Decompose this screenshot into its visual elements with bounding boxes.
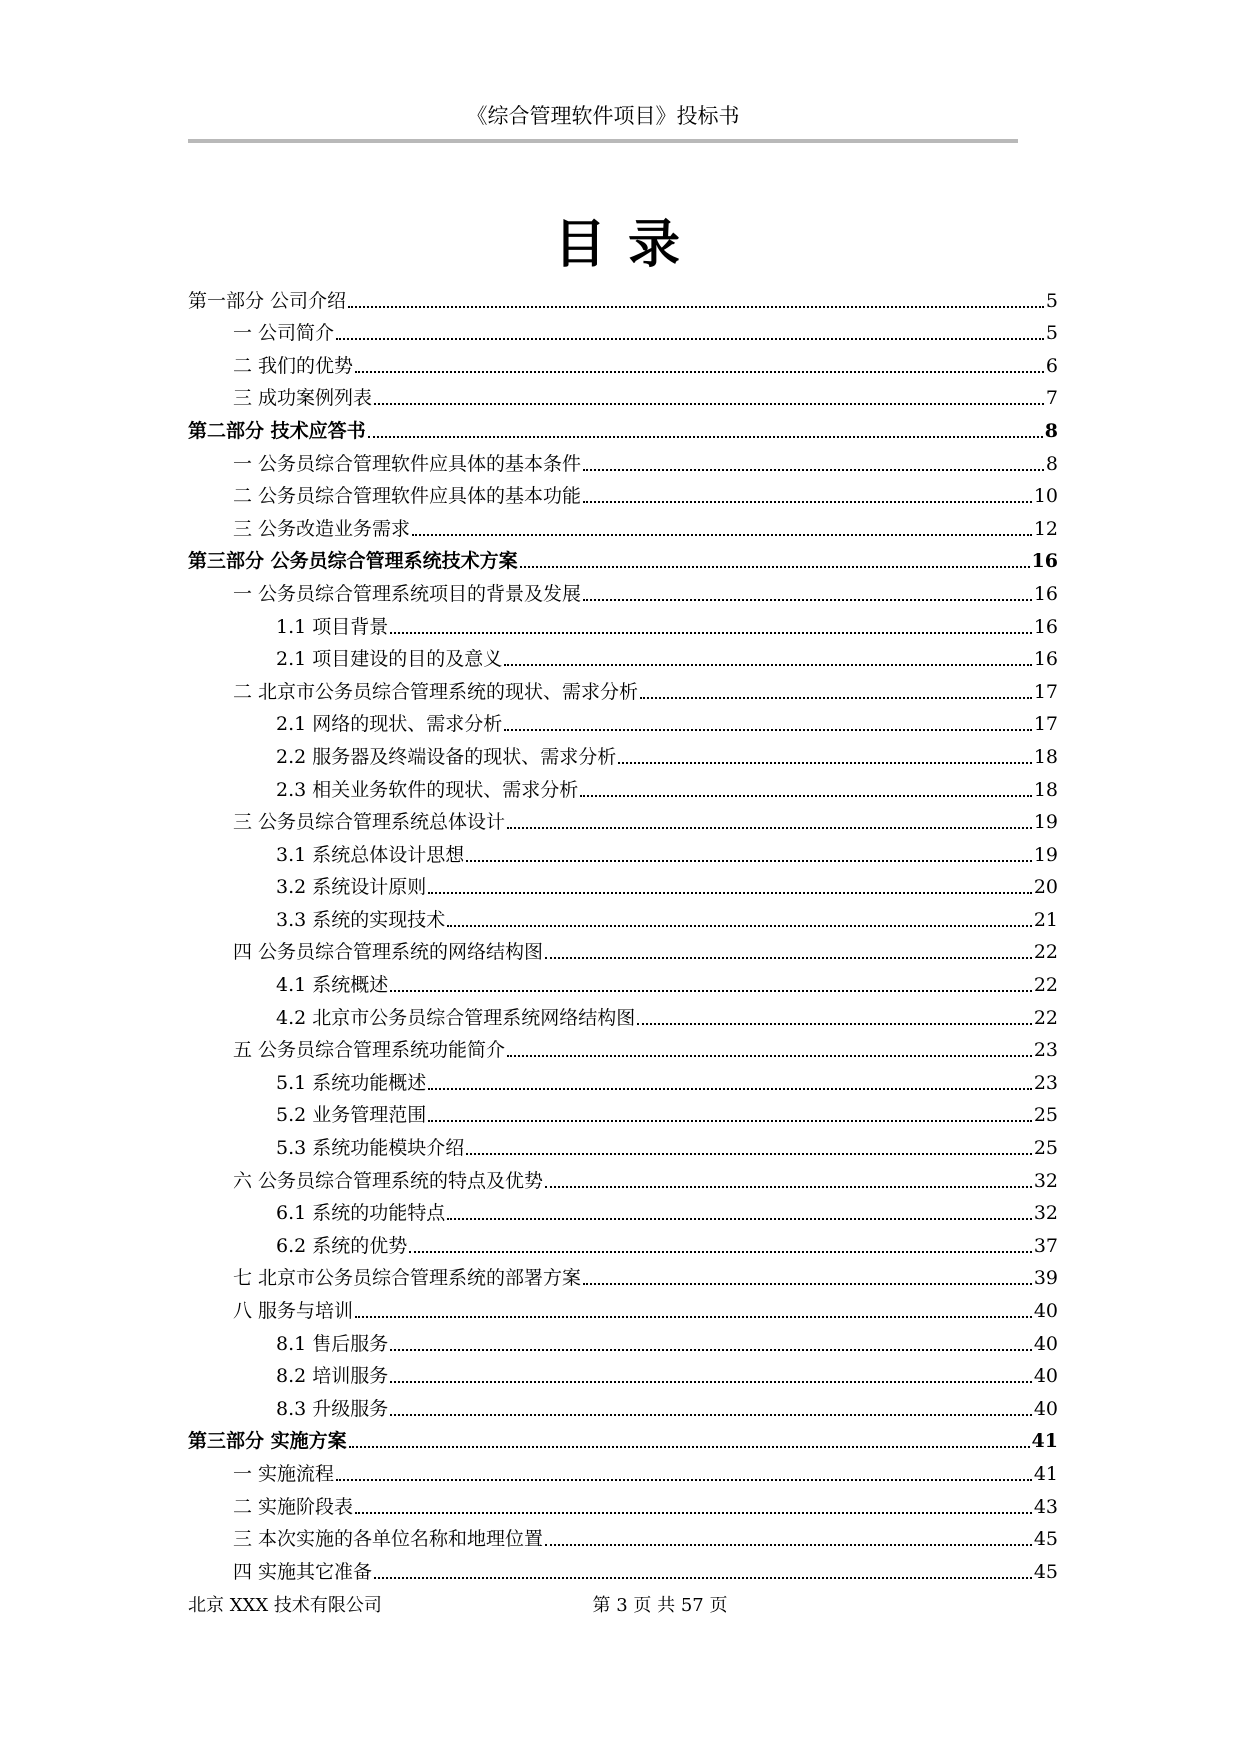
toc-entry-title: 二 北京市公务员综合管理系统的现状、需求分析 xyxy=(233,680,639,703)
toc-entry-title: 3.3 系统的实现技术 xyxy=(276,908,446,931)
toc-dot-leader xyxy=(504,728,1032,731)
toc-entry-page: 32 xyxy=(1033,1169,1058,1192)
toc-dot-leader xyxy=(428,1087,1032,1090)
toc-entry[interactable] xyxy=(188,1520,1058,1553)
toc-entry[interactable] xyxy=(188,1487,1058,1520)
toc-dot-leader xyxy=(507,826,1032,829)
toc-entry-title: 五 公务员综合管理系统功能简介 xyxy=(233,1039,506,1062)
toc-dot-leader xyxy=(637,1022,1032,1025)
toc-entry-page: 16 xyxy=(1033,582,1058,605)
toc-entry-page: 41 xyxy=(1031,1430,1058,1453)
toc-entry-page: 18 xyxy=(1033,745,1058,768)
toc-dot-leader xyxy=(368,435,1043,438)
toc-dot-leader xyxy=(447,924,1032,927)
toc-entry-title: 三 成功案例列表 xyxy=(233,387,373,410)
toc-entry-page: 8 xyxy=(1045,452,1058,475)
toc-dot-leader xyxy=(390,1348,1032,1351)
toc-entry-title: 5.1 系统功能概述 xyxy=(276,1071,427,1094)
toc-dot-leader xyxy=(447,1217,1032,1220)
toc-entry[interactable] xyxy=(188,900,1058,933)
toc-entry-title: 六 公务员综合管理系统的特点及优势 xyxy=(233,1169,544,1192)
toc-entry-page: 40 xyxy=(1033,1397,1058,1420)
toc-entry-page: 16 xyxy=(1031,550,1058,573)
toc-entry-page: 5 xyxy=(1045,289,1058,312)
toc-entry[interactable] xyxy=(188,542,1058,575)
toc-entry[interactable] xyxy=(188,1389,1058,1422)
toc-entry-title: 2.1 网络的现状、需求分析 xyxy=(276,713,503,736)
toc-dot-leader xyxy=(390,1413,1032,1416)
toc-entry[interactable] xyxy=(188,1357,1058,1390)
toc-entry[interactable] xyxy=(188,509,1058,542)
toc-entry-title: 8.1 售后服务 xyxy=(276,1332,389,1355)
toc-entry-page: 17 xyxy=(1033,713,1058,736)
toc-entry-title: 3.1 系统总体设计思想 xyxy=(276,843,465,866)
header-rule xyxy=(188,139,1018,143)
toc-entry-title: 七 北京市公务员综合管理系统的部署方案 xyxy=(233,1267,582,1290)
toc-dot-leader xyxy=(374,1576,1032,1579)
toc-dot-leader xyxy=(390,631,1032,634)
toc-entry-title: 8.3 升级服务 xyxy=(276,1397,389,1420)
toc-entry-title: 2.1 项目建设的目的及意义 xyxy=(276,648,503,671)
toc-entry-page: 43 xyxy=(1033,1495,1058,1518)
toc-entry-title: 三 公务改造业务需求 xyxy=(233,517,411,540)
page-title: 目录 xyxy=(553,214,702,275)
footer-company: 北京 XXX 技术有限公司 xyxy=(188,1595,382,1616)
running-header: 《综合管理软件项目》投标书 xyxy=(466,104,740,128)
toc-dot-leader xyxy=(349,1445,1030,1448)
toc-dot-leader xyxy=(583,468,1044,471)
toc-dot-leader xyxy=(580,794,1032,797)
toc-entry-title: 2.3 相关业务软件的现状、需求分析 xyxy=(276,778,579,801)
toc-entry-page: 19 xyxy=(1033,811,1058,834)
toc-entry-page: 23 xyxy=(1033,1071,1058,1094)
toc-entry-page: 22 xyxy=(1033,1006,1058,1029)
toc-entry[interactable] xyxy=(188,314,1058,347)
toc-entry-title: 4.2 北京市公务员综合管理系统网络结构图 xyxy=(276,1006,636,1029)
toc-entry-page: 21 xyxy=(1033,908,1058,931)
toc-dot-leader xyxy=(374,402,1044,405)
toc-entry-page: 40 xyxy=(1033,1332,1058,1355)
toc-dot-leader xyxy=(336,1478,1032,1481)
toc-entry-page: 39 xyxy=(1033,1267,1058,1290)
toc-dot-leader xyxy=(355,1315,1032,1318)
toc-dot-leader xyxy=(583,500,1032,503)
toc-entry-page: 41 xyxy=(1033,1462,1058,1485)
toc-entry[interactable] xyxy=(188,281,1058,314)
toc-entry-page: 45 xyxy=(1033,1528,1058,1551)
toc-entry[interactable] xyxy=(188,1194,1058,1227)
toc-entry-title: 三 公务员综合管理系统总体设计 xyxy=(233,811,506,834)
toc-entry-page: 8 xyxy=(1044,419,1058,442)
toc-dot-leader xyxy=(545,956,1032,959)
toc-entry[interactable] xyxy=(188,640,1058,673)
toc-entry-title: 第三部分 公务员综合管理系统技术方案 xyxy=(188,550,518,573)
toc-dot-leader xyxy=(507,1054,1032,1057)
toc-dot-leader xyxy=(545,1185,1032,1188)
toc-entry-title: 八 服务与培训 xyxy=(233,1300,354,1322)
table-of-contents xyxy=(188,281,1058,1585)
toc-dot-leader xyxy=(504,663,1032,666)
toc-dot-leader xyxy=(583,598,1032,601)
toc-entry-title: 第二部分 技术应答书 xyxy=(188,419,366,442)
toc-entry-page: 5 xyxy=(1045,322,1058,345)
toc-entry[interactable] xyxy=(188,1063,1058,1096)
toc-entry-title: 一 公务员综合管理软件应具体的基本条件 xyxy=(233,452,582,475)
toc-entry[interactable] xyxy=(188,1226,1058,1259)
toc-entry-page: 22 xyxy=(1033,974,1058,997)
toc-entry-page: 16 xyxy=(1033,648,1058,671)
toc-entry-page: 37 xyxy=(1033,1234,1058,1257)
toc-entry[interactable] xyxy=(188,411,1058,444)
toc-entry-title: 5.2 业务管理范围 xyxy=(276,1104,427,1127)
toc-entry[interactable] xyxy=(188,1291,1058,1324)
toc-entry[interactable] xyxy=(188,1161,1058,1194)
toc-entry[interactable] xyxy=(188,607,1058,640)
toc-dot-leader xyxy=(545,1543,1032,1546)
toc-entry-title: 第一部分 公司介绍 xyxy=(188,289,347,312)
toc-entry[interactable] xyxy=(188,574,1058,607)
toc-entry-page: 25 xyxy=(1033,1137,1058,1160)
toc-entry-title: 8.2 培训服务 xyxy=(276,1365,389,1388)
toc-dot-leader xyxy=(583,1282,1032,1285)
toc-dot-leader xyxy=(466,1152,1032,1155)
toc-entry[interactable] xyxy=(188,1324,1058,1357)
toc-entry-title: 4.1 系统概述 xyxy=(276,974,389,997)
toc-entry-title: 四 公务员综合管理系统的网络结构图 xyxy=(233,941,544,964)
toc-entry[interactable] xyxy=(188,868,1058,901)
toc-entry[interactable] xyxy=(188,737,1058,770)
toc-entry-page: 40 xyxy=(1033,1365,1058,1388)
toc-entry-title: 3.2 系统设计原则 xyxy=(276,876,427,899)
toc-entry-page: 10 xyxy=(1033,485,1058,508)
toc-entry[interactable] xyxy=(188,803,1058,836)
toc-dot-leader xyxy=(520,565,1030,568)
toc-entry-title: 6.1 系统的功能特点 xyxy=(276,1202,446,1225)
toc-entry-page: 23 xyxy=(1033,1039,1058,1062)
toc-entry-page: 19 xyxy=(1033,843,1058,866)
toc-dot-leader xyxy=(355,1511,1032,1514)
toc-entry-page: 7 xyxy=(1045,387,1058,410)
toc-dot-leader xyxy=(348,305,1044,308)
toc-entry[interactable] xyxy=(188,379,1058,412)
toc-dot-leader xyxy=(466,859,1032,862)
toc-entry-page: 25 xyxy=(1033,1104,1058,1127)
toc-entry-page: 16 xyxy=(1033,615,1058,638)
toc-entry-page: 45 xyxy=(1033,1560,1058,1583)
toc-entry-title: 第三部分 实施方案 xyxy=(188,1430,347,1453)
toc-dot-leader xyxy=(412,533,1032,536)
toc-entry[interactable] xyxy=(188,705,1058,738)
toc-entry[interactable] xyxy=(188,444,1058,477)
toc-entry-page: 12 xyxy=(1033,517,1058,540)
toc-entry-title: 二 公务员综合管理软件应具体的基本功能 xyxy=(233,485,582,508)
toc-entry-title: 四 实施其它准备 xyxy=(233,1560,373,1583)
toc-entry-title: 1.1 项目背景 xyxy=(276,615,389,638)
toc-entry[interactable] xyxy=(188,1454,1058,1487)
toc-dot-leader xyxy=(336,337,1044,340)
toc-entry-title: 2.2 服务器及终端设备的现状、需求分析 xyxy=(276,745,617,768)
toc-entry-title: 6.2 系统的优势 xyxy=(276,1234,408,1257)
toc-entry[interactable] xyxy=(188,965,1058,998)
toc-dot-leader xyxy=(390,989,1032,992)
toc-entry[interactable] xyxy=(188,1031,1058,1064)
toc-entry-title: 三 本次实施的各单位名称和地理位置 xyxy=(233,1528,544,1551)
toc-entry-title: 一 实施流程 xyxy=(233,1462,335,1485)
toc-entry-page: 22 xyxy=(1033,941,1058,964)
toc-entry-page: 6 xyxy=(1045,354,1058,377)
toc-dot-leader xyxy=(409,1250,1032,1253)
toc-entry[interactable] xyxy=(188,1259,1058,1292)
toc-dot-leader xyxy=(428,891,1032,894)
toc-entry-page: 40 xyxy=(1033,1300,1058,1322)
toc-entry[interactable] xyxy=(188,933,1058,966)
toc-entry[interactable] xyxy=(188,835,1058,868)
toc-entry-title: 二 实施阶段表 xyxy=(233,1495,354,1518)
toc-dot-leader xyxy=(618,761,1032,764)
toc-entry[interactable] xyxy=(188,770,1058,803)
toc-entry-title: 5.3 系统功能模块介绍 xyxy=(276,1137,465,1160)
toc-entry[interactable] xyxy=(188,1552,1058,1585)
toc-entry[interactable] xyxy=(188,672,1058,705)
toc-entry[interactable] xyxy=(188,346,1058,379)
toc-entry[interactable] xyxy=(188,1128,1058,1161)
toc-entry[interactable] xyxy=(188,1096,1058,1129)
toc-entry-title: 二 我们的优势 xyxy=(233,354,354,377)
toc-entry[interactable] xyxy=(188,998,1058,1031)
toc-entry-title: 一 公务员综合管理系统项目的背景及发展 xyxy=(233,582,582,605)
footer-page-info: 第 3 页 共 57 页 xyxy=(592,1595,728,1616)
toc-dot-leader xyxy=(355,370,1044,373)
toc-entry-page: 18 xyxy=(1033,778,1058,801)
toc-entry[interactable] xyxy=(188,1422,1058,1455)
toc-dot-leader xyxy=(390,1380,1032,1383)
toc-dot-leader xyxy=(640,696,1032,699)
toc-entry-page: 17 xyxy=(1033,680,1058,703)
toc-dot-leader xyxy=(428,1119,1032,1122)
toc-entry[interactable] xyxy=(188,477,1058,510)
toc-entry-title: 一 公司简介 xyxy=(233,322,335,345)
toc-entry-page: 20 xyxy=(1033,876,1058,899)
toc-entry-page: 32 xyxy=(1033,1202,1058,1225)
